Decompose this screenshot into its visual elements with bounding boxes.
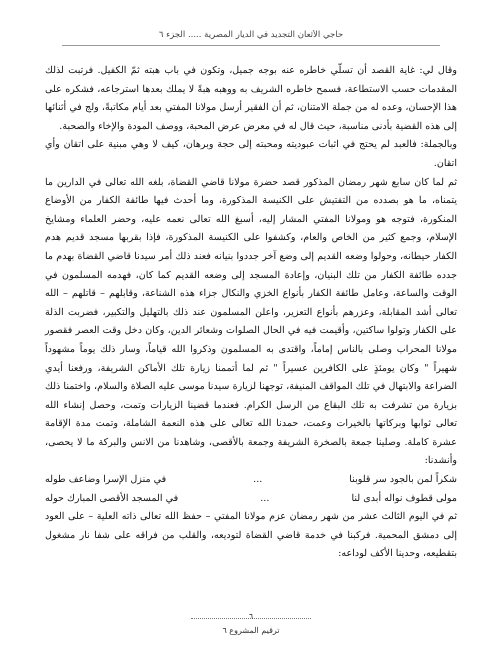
verse-second-hemistich: في المسجد الأقصى المبارك حوله — [45, 492, 179, 504]
poem-verse — [45, 471, 457, 490]
paragraph: وبالجملة: فالعبد لم يحتج في اثبات عبوديته ومحبته إلى حجة وبرهان، كيف لا وهي مبنية على اتقان وأي اتقان. — [45, 139, 457, 169]
verse-separator: ... — [253, 474, 263, 486]
running-header: حاجي الأثعان التجديد في الديار المصرية ..... الجزء ٦ — [62, 30, 440, 46]
verse-first-hemistich: مولى قطوف نواله أبدى لنا — [351, 492, 457, 504]
paragraph: وقال لي: غاية القصد أن تسلّي خاطره عنه بوجه جميل، وتكون في باب هبته ثمّ الكفيل. فرتبت لذلك المقدمات حسب الاستطاعة، فسمح خاطره الشريف به ووهبه هبةً لا يملك بعدها استرجاعه، فشكره على هذا الإحسان، وعده له من جملة الامتنان، ثم أن الفقير أرسل مولانا المفتي بعد أيام مكاتبةً، ولج في أثنائها إلى هذه القضية بأدنى مناسبة، حيث قال له في معرض عرض المحبة، ووصف المودة والإخاء والصحبة. — [45, 65, 457, 132]
verse-second-hemistich: في منزل الإسرا وضاعف طوله — [45, 474, 167, 486]
poem-verse — [45, 490, 457, 509]
page-number: ٦ — [248, 612, 254, 621]
page-footer-label: ترقيم المشروع ٦ — [222, 626, 280, 635]
document-body — [45, 62, 457, 564]
paragraph: ثم لما كان سابع شهر رمضان المذكور قصد حضرة مولانا قاضي القضاة، بلغه الله تعالى في الدارين ما يتمناه، ما هو بصدده من التفتيش على الكنيسة المذكورة، وما أحدث فيها طائفة الكفار من الأوضاع المنكورة، فتوجه هو ومولانا المفتي المشار إليه، أسبغ الله تعالى نعمه عليه، وحضر العلماء ومشايخ الإسلام، وجمع كثير من الخاص والعام، وكشفوا على الكنيسة المذكورة، فإذا بقربها مسجد قديم هدم الكفار حيطانه، وحولوا وضعه القديم إلى وضع آخر جددوا بنيانه فعند ذلك أمر سيدنا قاضي القضاة بهدم ما جدده طائفة الكفار من تلك البنيان، وإعادة المسجد إلى وضعه القديم كما كان، فهدمه المسلمون في الوقت والساعة، وعامل طائفة الكفار بأنواع الخزي والنكال جزاء هذه الشناعة، وقابلهم – قاتلهم – الله تعالى أشد المقابلة، وعزرهم بأنواع التعزير، واعلن المسلمون عند ذلك بالتهليل والتكبير، فضربت الذلة على الكفار وتولوا ساكتين، وأقيمت فيه في الحال الصلوات وشعائر الدين، وكان دخل وقت العصر فقصور مولانا المحراب وصلى بالناس إماماً، واقتدى به المسلمون وذكروا الله قياماً، وسار ذلك يوماً مشهوداً شهيراً " وكان يومئذٍ على الكافرين عسيراً " ثم لما أتممنا زيارة تلك الأماكن الشريفة، ورفعنا أيدي الضراعة والابتهال في تلك المواقف المنيفة، توجهنا لزيارة سيدنا موسى عليه الصلاة والسلام، واختمنا ذلك بزيارة من تشرفت به تلك البقاع من الرسل الكرام. فعندما قضينا الزيارات وتمت، وحصل إنشاء الله تعالى ثوابها وبركاتها بالخيرات وعمت، حمدنا الله تعالى على هذه النعمة الشاملة، وتمت مدة الإقامة عشرة كاملة. وصلينا جمعة بالصخرة الشريفة وجمعة بالأقصى، وشاهدنا من الانس والبركة ما لا يحصى، وأنشدنا: — [45, 176, 457, 467]
verse-separator: ... — [260, 492, 270, 504]
closing-paragraph: ثم في اليوم الثالث عشر من شهر رمضان عزم مولانا المفتي – حفظ الله تعالى ذاته العلية – على العود إلى دمشق المحمية. فركبنا في خدمة قاضي القضاة لتوديعه، والقلب من فراقه على شفا نار مشغول بتقطيعه، وحدينا الأكف لوداعه: — [45, 511, 457, 560]
verse-first-hemistich: شكراً لمن بالجود سر قلوبنا — [349, 474, 457, 486]
